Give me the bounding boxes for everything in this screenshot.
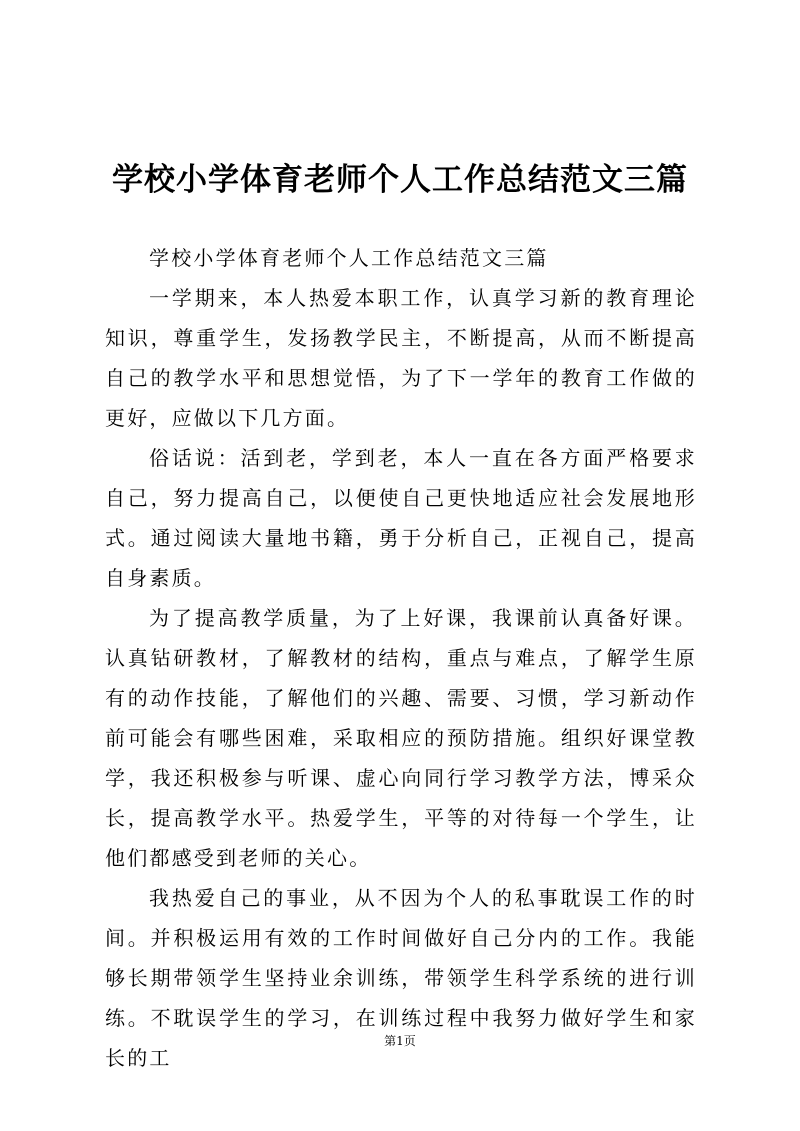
document-body <box>105 238 697 1078</box>
page-number: 第1页 <box>384 1034 416 1048</box>
paragraph-2: 俗话说：活到老，学到老，本人一直在各方面严格要求自己，努力提高自己，以便使自己更快地适应社会发展地形式。通过阅读大量地书籍，勇于分析自己，正视自己，提高自身素质。 <box>105 446 697 590</box>
paragraph-1: 一学期来，本人热爱本职工作，认真学习新的教育理论知识，尊重学生，发扬教学民主，不断提高，从而不断提高自己的教学水平和思想觉悟，为了下一学年的教育工作做的更好，应做以下几方面。 <box>105 286 697 430</box>
document-title: 学校小学体育老师个人工作总结范文三篇 <box>112 162 688 198</box>
paragraph-4: 我热爱自己的事业，从不因为个人的私事耽误工作的时间。并积极运用有效的工作时间做好自己分内的工作。我能够长期带领学生坚持业余训练，带领学生科学系统的进行训练。不耽误学生的学习，在训练过程中我努力做好学生和家长的工 <box>105 886 697 1070</box>
paragraph-3: 为了提高教学质量，为了上好课，我课前认真备好课。认真钻研教材，了解教材的结构，重点与难点，了解学生原有的动作技能，了解他们的兴趣、需要、习惯，学习新动作前可能会有哪些困难，采取相应的预防措施。组织好课堂教学，我还积极参与听课、虚心向同行学习教学方法，博采众长，提高教学水平。热爱学生，平等的对待每一个学生，让他们都感受到老师的关心。 <box>105 606 697 870</box>
paragraph-subtitle: 学校小学体育老师个人工作总结范文三篇 <box>149 246 549 270</box>
